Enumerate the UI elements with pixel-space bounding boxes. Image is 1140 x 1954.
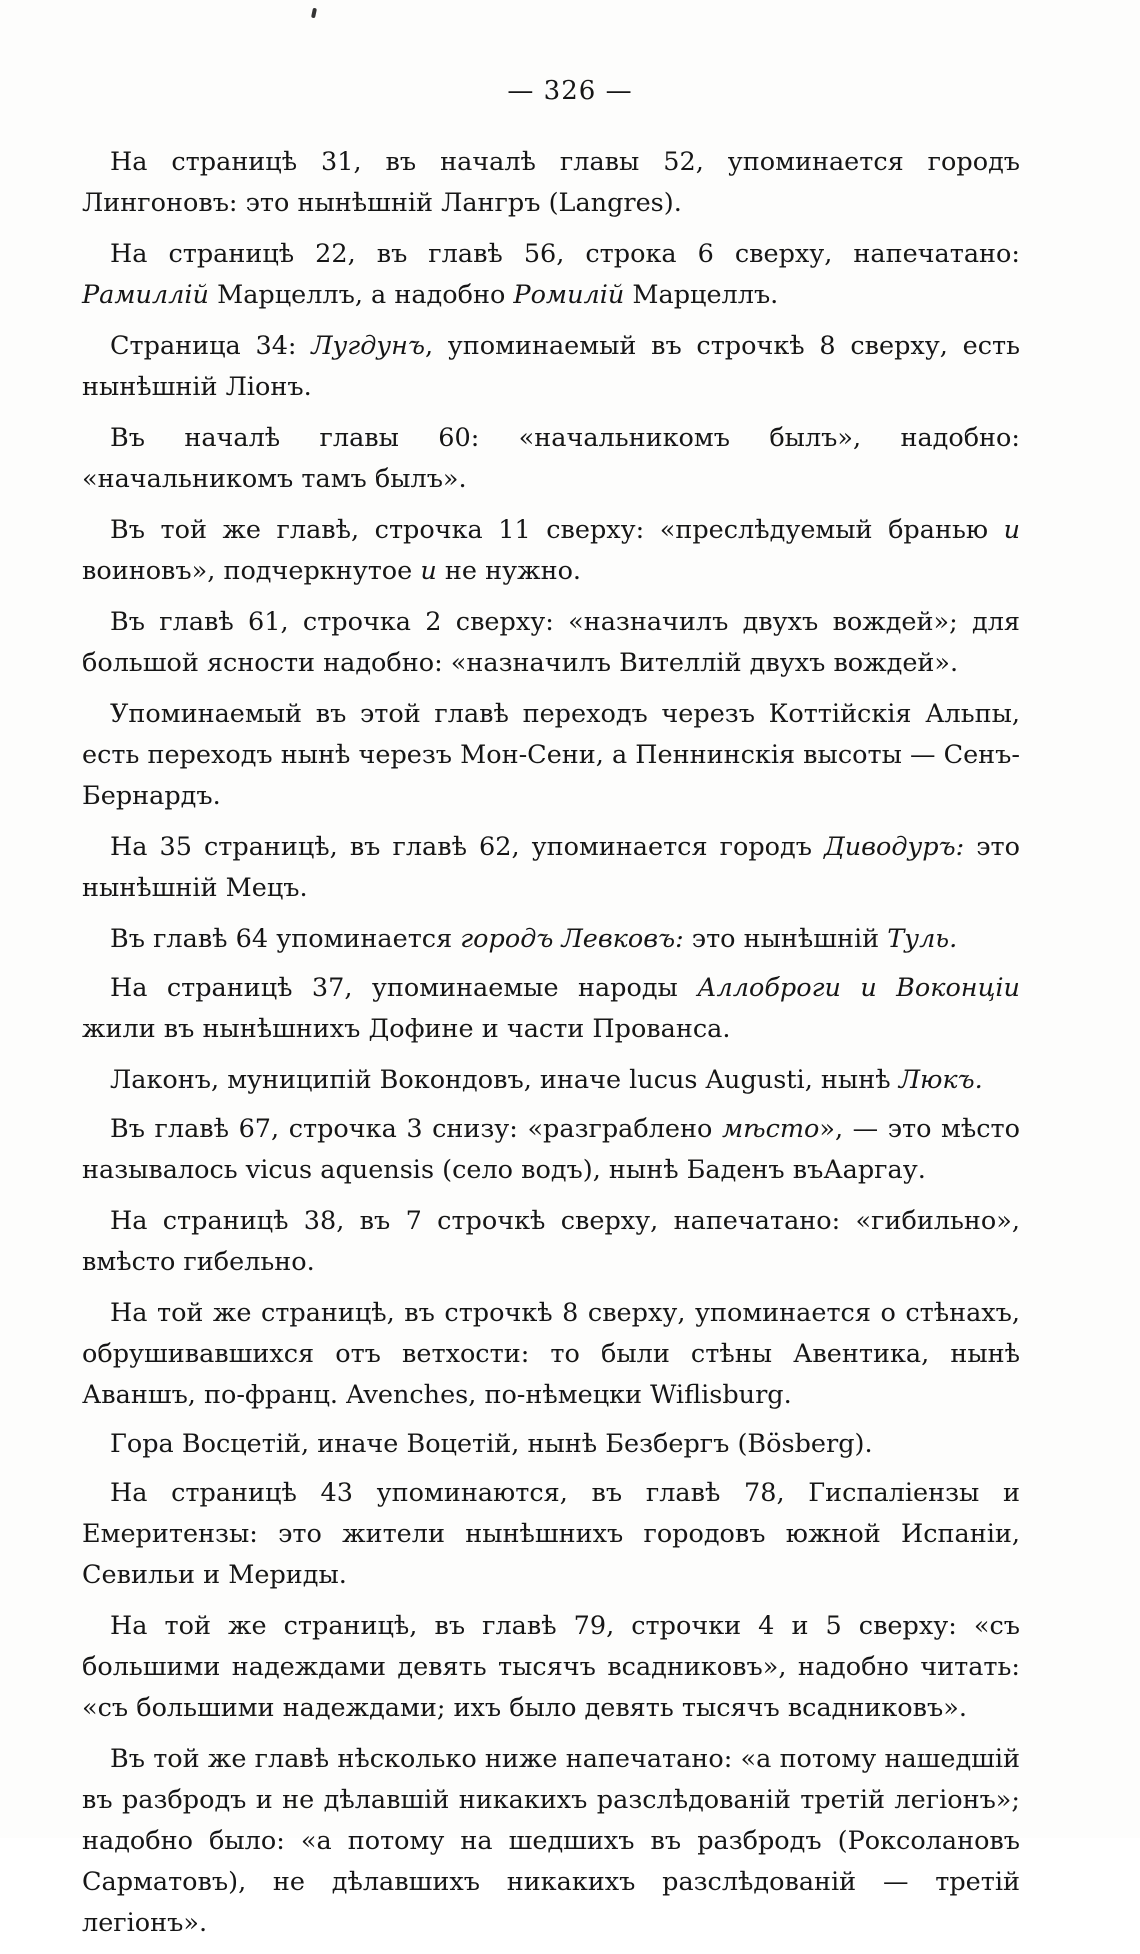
paragraph: На той же страницѣ, въ строчкѣ 8 сверху, упоминается о стѣнахъ, обрушивавшихся отъ ветхости: то были стѣны Авентика, нынѣ Аваншъ, по-франц. Avenches, по-нѣмецки Wiflisburg. bbox=[82, 1298, 1020, 1410]
paragraph: На страницѣ 22, въ главѣ 56, строка 6 сверху, напечатано: Рамиллій Марцеллъ, а надобно Ромилій Марцеллъ. bbox=[82, 239, 1020, 310]
paragraph: Въ главѣ 67, строчка 3 снизу: «разграблено мѣсто», — это мѣсто называлось vicus aquensis (село водъ), нынѣ Баденъ въАаргау. bbox=[82, 1114, 1020, 1185]
paragraph: На страницѣ 37, упоминаемые народы Аллоброги и Воконціи жили въ нынѣшнихъ Дофине и части Прованса. bbox=[82, 973, 1020, 1044]
paragraph: Въ главѣ 61, строчка 2 сверху: «назначилъ двухъ вождей»; для большой ясности надобно: «назначилъ Вителлій двухъ вождей». bbox=[82, 607, 1020, 678]
paragraph: Въ той же главѣ нѣсколько ниже напечатано: «а потому нашедшій въ разбродъ и не дѣлавшій никакихъ разслѣдованій третій легіонъ»; надобно было: «а потому на шедшихъ въ разбродъ (Роксолановъ Сарматовъ), не дѣлавшихъ никакихъ разслѣдованій — третій легіонъ». bbox=[82, 1744, 1020, 1938]
paragraph: На той же страницѣ, въ главѣ 79, строчки 4 и 5 сверху: «съ большими надеждами девять тысячъ всадниковъ», надобно читать: «съ большими надеждами; ихъ было девять тысячъ всадниковъ». bbox=[82, 1611, 1020, 1723]
ink-speck bbox=[311, 8, 317, 19]
paragraph: Упоминаемый въ этой главѣ переходъ черезъ Коттійскія Альпы, есть переходъ нынѣ черезъ Мон-Сени, а Пеннинскія высоты — Сенъ-Бернардъ. bbox=[82, 699, 1021, 811]
paragraph: На 35 страницѣ, въ главѣ 62, упоминается городъ Диводуръ: это нынѣшній Мецъ. bbox=[82, 832, 1020, 903]
paragraph: Страница 34: Лугдунъ, упоминаемый въ строчкѣ 8 сверху, есть нынѣшній Ліонъ. bbox=[82, 331, 1020, 402]
paragraph: На страницѣ 31, въ началѣ главы 52, упоминается городъ Лингоновъ: это нынѣшній Лангръ (Langres). bbox=[82, 147, 1020, 218]
paragraph: Въ той же главѣ, строчка 11 сверху: «преслѣдуемый бранью и воиновъ», подчеркнутое и не нужно. bbox=[82, 515, 1020, 586]
paragraph: Гора Восцетій, иначе Воцетій, нынѣ Безбергъ (Bösberg). bbox=[110, 1429, 873, 1459]
paragraph: На страницѣ 43 упоминаются, въ главѣ 78, Гиспаліензы и Емеритензы: это жители нынѣшнихъ городовъ южной Испаніи, Севильи и Мериды. bbox=[82, 1478, 1020, 1590]
page-number: — 326 — bbox=[507, 76, 633, 106]
errata-text bbox=[82, 142, 1020, 1954]
paragraph: Въ началѣ главы 60: «начальникомъ былъ», надобно: «начальникомъ тамъ былъ». bbox=[82, 423, 1020, 494]
paragraph: Въ главѣ 64 упоминается городъ Левковъ: это нынѣшній Туль. bbox=[110, 924, 958, 954]
paragraph: На страницѣ 38, въ 7 строчкѣ сверху, напечатано: «гибильно», вмѣсто гибельно. bbox=[82, 1206, 1020, 1277]
paragraph: Лаконъ, муниципій Вокондовъ, иначе lucus Augusti, нынѣ Люкъ. bbox=[110, 1065, 983, 1095]
